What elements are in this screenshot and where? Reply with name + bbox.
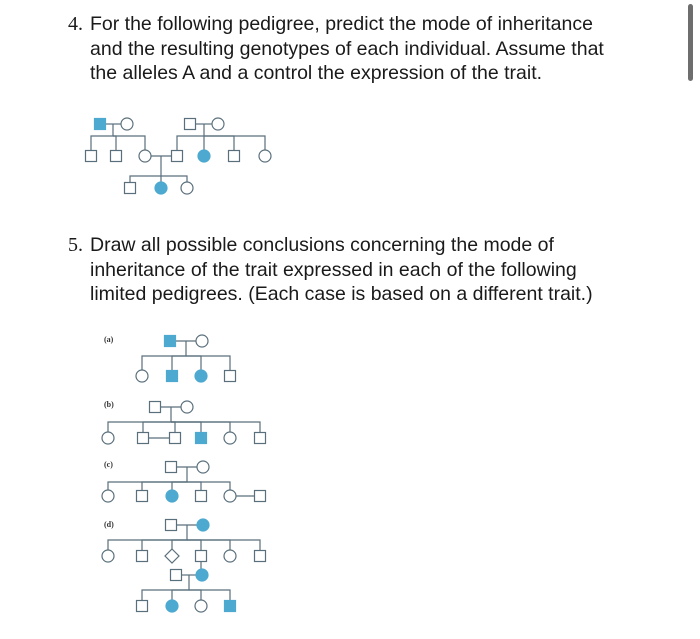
pedigree-line xyxy=(172,540,187,550)
pedigree-line xyxy=(172,590,189,600)
a-female xyxy=(196,335,208,347)
a-male-affected xyxy=(167,371,178,382)
c-male xyxy=(196,491,207,502)
b-female xyxy=(102,432,114,444)
d-male xyxy=(137,551,148,562)
pedigree-line xyxy=(186,356,230,370)
q4-male xyxy=(111,151,122,162)
d-female xyxy=(102,550,114,562)
question-4-line-2: and the resulting genotypes of each individual. Assume that xyxy=(90,37,604,60)
question-4-line-3: the alleles A and a control the expression of the trait. xyxy=(90,62,543,84)
d-female-affected xyxy=(166,600,178,612)
question-5-line-2: inheritance of the trait expressed in each of the following xyxy=(90,258,577,281)
question-4-number: 4. xyxy=(68,13,83,35)
pedigree-line xyxy=(189,590,201,600)
pedigree-line xyxy=(204,136,234,150)
pedigree-line xyxy=(187,540,201,550)
pedigree-line xyxy=(142,540,187,550)
pedigree-c-label: (c) xyxy=(104,460,113,469)
pedigree-line xyxy=(187,540,230,550)
question-4-line-1: For the following pedigree, predict the mode of inheritance xyxy=(90,13,593,35)
pedigree-line xyxy=(186,356,201,370)
d-female-affected xyxy=(196,569,208,581)
pedigree-line xyxy=(189,590,230,600)
d-female xyxy=(195,600,207,612)
b-female xyxy=(224,432,236,444)
pedigree-line xyxy=(161,176,187,182)
q4-male xyxy=(125,183,136,194)
q4-male-affected xyxy=(95,119,106,130)
c-male xyxy=(166,462,177,473)
pedigree-line xyxy=(172,482,187,490)
d-male-affected xyxy=(225,601,236,612)
b-male xyxy=(138,433,149,444)
d-female xyxy=(224,550,236,562)
q4-female xyxy=(139,150,151,162)
q4-female xyxy=(121,118,133,130)
pedigree-line xyxy=(143,422,171,432)
c-female xyxy=(197,461,209,473)
b-male-affected xyxy=(196,433,207,444)
d-male xyxy=(166,520,177,531)
q4-male xyxy=(86,151,97,162)
q4-female xyxy=(212,118,224,130)
d-female-affected xyxy=(197,519,209,531)
question-5-line-1: Draw all possible conclusions concerning the mode of xyxy=(90,234,554,256)
c-female xyxy=(224,490,236,502)
pedigree-b-label: (b) xyxy=(104,400,114,409)
pedigree-line xyxy=(187,482,230,490)
b-female xyxy=(181,401,193,413)
a-female xyxy=(136,370,148,382)
d-male xyxy=(171,570,182,581)
d-male xyxy=(137,601,148,612)
pedigree-a-label: (a) xyxy=(104,335,114,344)
d-male xyxy=(196,551,207,562)
q4-male xyxy=(229,151,240,162)
b-male xyxy=(170,433,181,444)
q4-female-affected xyxy=(155,182,167,194)
q4-male xyxy=(172,151,183,162)
pedigree-line xyxy=(108,407,171,432)
c-male xyxy=(255,491,266,502)
c-female-affected xyxy=(166,490,178,502)
q4-female-affected xyxy=(198,150,210,162)
pedigree-line xyxy=(142,482,187,490)
a-male-affected xyxy=(165,336,176,347)
c-male xyxy=(137,491,148,502)
c-female xyxy=(102,490,114,502)
d-unknown-sex xyxy=(165,549,179,563)
d-male xyxy=(255,551,266,562)
pedigree-line xyxy=(113,136,145,150)
question-5-line-3: limited pedigrees. (Each case is based on a different trait.) xyxy=(90,283,593,305)
q4-female xyxy=(181,182,193,194)
b-male xyxy=(150,402,161,413)
a-male xyxy=(225,371,236,382)
pedigree-line xyxy=(187,482,201,490)
pedigree-line xyxy=(172,356,186,370)
a-female-affected xyxy=(195,370,207,382)
pedigree-line xyxy=(113,136,116,150)
b-male xyxy=(255,433,266,444)
q4-female xyxy=(259,150,271,162)
pedigree-line xyxy=(171,422,260,432)
pedigree-line xyxy=(187,540,260,550)
question-5-number: 5. xyxy=(68,234,83,256)
q4-male xyxy=(185,119,196,130)
pedigree-d-label: (d) xyxy=(104,520,114,529)
pedigree-line xyxy=(171,422,175,432)
